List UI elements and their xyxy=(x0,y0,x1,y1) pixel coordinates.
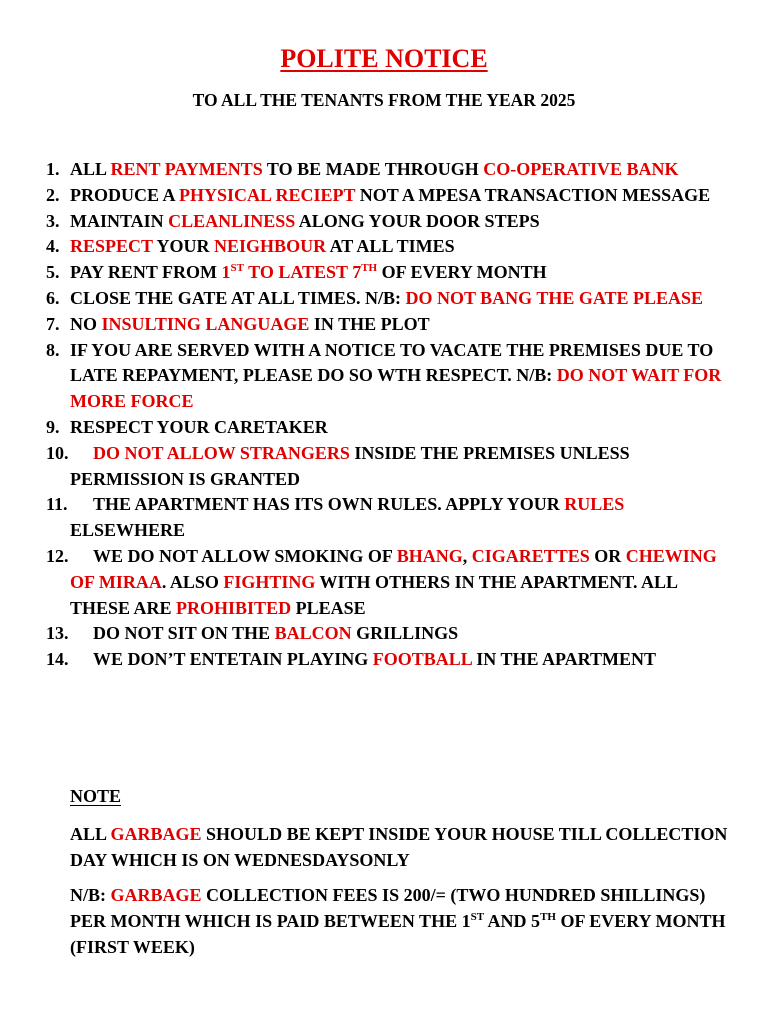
text-segment: COLLECTION FEES IS 200/= (TWO HUNDRED SHILLINGS) PER MONTH WHICH IS PAID BETWEEN THE 1 xyxy=(70,885,706,931)
rule-number: 2. xyxy=(46,184,60,205)
text-segment: WITH OTHERS IN THE APARTMENT. ALL THESE ARE xyxy=(70,571,678,618)
rule-item xyxy=(0,621,768,647)
text-segment: MAINTAIN xyxy=(70,210,169,231)
text-segment: DO NOT SIT ON THE xyxy=(93,623,275,644)
rule-number: 11. xyxy=(46,494,68,515)
rule-number: 6. xyxy=(46,287,60,308)
highlighted-text: BALCON xyxy=(274,623,352,644)
rule-text xyxy=(70,649,656,669)
notice-title: POLITE NOTICE xyxy=(280,44,488,73)
rule-item xyxy=(0,157,768,183)
highlighted-text: CHEWING OF MIRAA xyxy=(70,545,717,592)
highlighted-text: TH xyxy=(361,262,378,275)
rule-item xyxy=(0,234,768,260)
text-segment: WE DO NOT ALLOW SMOKING OF xyxy=(93,545,397,566)
highlighted-text: RESPECT xyxy=(70,236,153,257)
rule-item xyxy=(0,183,768,209)
text-segment: . ALSO xyxy=(161,571,224,592)
rule-number: 8. xyxy=(46,339,60,360)
highlighted-text: 1 xyxy=(221,262,231,283)
rule-text xyxy=(70,236,455,256)
text-segment: RESPECT YOUR CARETAKER xyxy=(70,416,328,437)
text-segment: , xyxy=(462,545,472,566)
rule-item xyxy=(0,492,768,544)
text-segment: TO BE MADE THROUGH xyxy=(262,159,484,179)
rule-item xyxy=(0,647,768,673)
rules-list xyxy=(0,157,768,673)
text-segment: IF YOU ARE SERVED WITH A NOTICE TO VACATE THE PREMISES DUE TO LATE REPAYMENT, PLEASE DO SO WTH RESPECT. N/B: xyxy=(70,339,714,386)
rule-item xyxy=(0,286,768,312)
rule-number: 9. xyxy=(46,416,60,437)
rule-number: 12. xyxy=(46,545,69,566)
rule-number: 4. xyxy=(46,236,60,257)
highlighted-text: DO NOT WAIT FOR MORE FORCE xyxy=(70,365,722,412)
text-segment: AT ALL TIMES xyxy=(326,236,455,257)
rule-text xyxy=(70,443,630,489)
text-segment: ELSEWHERE xyxy=(70,520,186,541)
rule-text xyxy=(70,211,540,231)
rule-number: 5. xyxy=(46,262,60,283)
text-segment: PRODUCE A xyxy=(70,184,180,205)
rule-text xyxy=(70,159,678,179)
highlighted-text: FIGHTING xyxy=(223,571,316,592)
rule-text xyxy=(70,546,717,618)
garbage-fee-paragraph xyxy=(70,882,735,960)
rule-text xyxy=(70,288,703,308)
text-segment: OF EVERY MONTH (FIRST WEEK) xyxy=(70,911,726,957)
highlighted-text: DO NOT ALLOW STRANGERS xyxy=(93,442,350,463)
note-heading: NOTE xyxy=(70,786,122,806)
text-segment: NO xyxy=(70,313,102,334)
highlighted-text: DO NOT BANG THE GATE PLEASE xyxy=(405,287,704,308)
highlighted-text: TO LATEST 7 xyxy=(243,262,362,283)
rule-item xyxy=(0,209,768,235)
highlighted-text: NEIGHBOUR xyxy=(214,236,327,257)
text-segment: THE APARTMENT HAS ITS OWN RULES. APPLY YOUR xyxy=(93,494,565,515)
text-segment: N/B: xyxy=(70,885,111,905)
rule-text xyxy=(70,417,328,437)
rule-number: 1. xyxy=(46,159,60,179)
text-segment: AND 5 xyxy=(484,911,541,931)
highlighted-text: RENT PAYMENTS xyxy=(110,159,263,179)
text-segment: ALONG YOUR DOOR STEPS xyxy=(295,210,540,231)
rule-item xyxy=(0,441,768,493)
text-segment: PLEASE xyxy=(291,597,366,618)
highlighted-text: PROHIBITED xyxy=(176,597,292,618)
rule-number: 7. xyxy=(46,313,60,334)
text-segment: OR xyxy=(589,545,626,566)
text-segment: IN THE APARTMENT xyxy=(471,649,656,670)
rule-text xyxy=(70,494,624,540)
text-segment: TH xyxy=(540,911,556,923)
rule-text xyxy=(70,314,430,334)
rule-item xyxy=(0,312,768,338)
highlighted-text: GARBAGE xyxy=(110,885,202,905)
garbage-paragraph xyxy=(70,821,735,873)
rule-text xyxy=(70,340,721,412)
highlighted-text: PHYSICAL RECIEPT xyxy=(179,184,356,205)
text-segment: GRILLINGS xyxy=(351,623,459,644)
text-segment: CLOSE THE GATE AT ALL TIMES. N/B: xyxy=(70,287,406,308)
rule-item xyxy=(0,415,768,441)
rule-item xyxy=(0,544,768,621)
highlighted-text: BHANG xyxy=(396,545,463,566)
text-segment: ALL xyxy=(70,824,111,844)
text-segment: ALL xyxy=(70,159,111,179)
rule-number: 14. xyxy=(46,649,69,670)
text-segment: WE DON’T ENTETAIN PLAYING xyxy=(93,649,373,670)
highlighted-text: CIGARETTES xyxy=(471,545,590,566)
highlighted-text: CO-OPERATIVE BANK xyxy=(483,159,679,179)
highlighted-text: ST xyxy=(230,262,244,275)
rule-number: 10. xyxy=(46,442,69,463)
rule-text xyxy=(70,185,710,205)
highlighted-text: GARBAGE xyxy=(110,824,202,844)
text-segment: NOT A MPESA TRANSACTION MESSAGE xyxy=(355,184,711,205)
highlighted-text: INSULTING LANGUAGE xyxy=(101,313,310,334)
text-segment: ST xyxy=(470,911,485,923)
highlighted-text: FOOTBALL xyxy=(372,649,472,670)
rule-item xyxy=(0,260,768,286)
rule-number: 13. xyxy=(46,623,69,644)
text-segment: YOUR xyxy=(152,236,215,257)
rule-text xyxy=(70,262,547,282)
highlighted-text: CLEANLINESS xyxy=(168,210,296,231)
text-segment: OF EVERY MONTH xyxy=(377,262,547,283)
text-segment: PAY RENT FROM xyxy=(70,262,222,283)
rule-text xyxy=(70,623,458,643)
text-segment: SHOULD BE KEPT INSIDE YOUR HOUSE TILL COLLECTION DAY WHICH IS ON WEDNESDAYSONLY xyxy=(70,824,728,870)
highlighted-text: RULES xyxy=(564,494,625,515)
text-segment: INSIDE THE PREMISES UNLESS PERMISSION IS GRANTED xyxy=(70,442,630,489)
rule-item xyxy=(0,338,768,415)
text-segment: IN THE PLOT xyxy=(309,313,430,334)
rule-number: 3. xyxy=(46,210,60,231)
notice-subtitle: TO ALL THE TENANTS FROM THE YEAR 2025 xyxy=(192,90,576,110)
